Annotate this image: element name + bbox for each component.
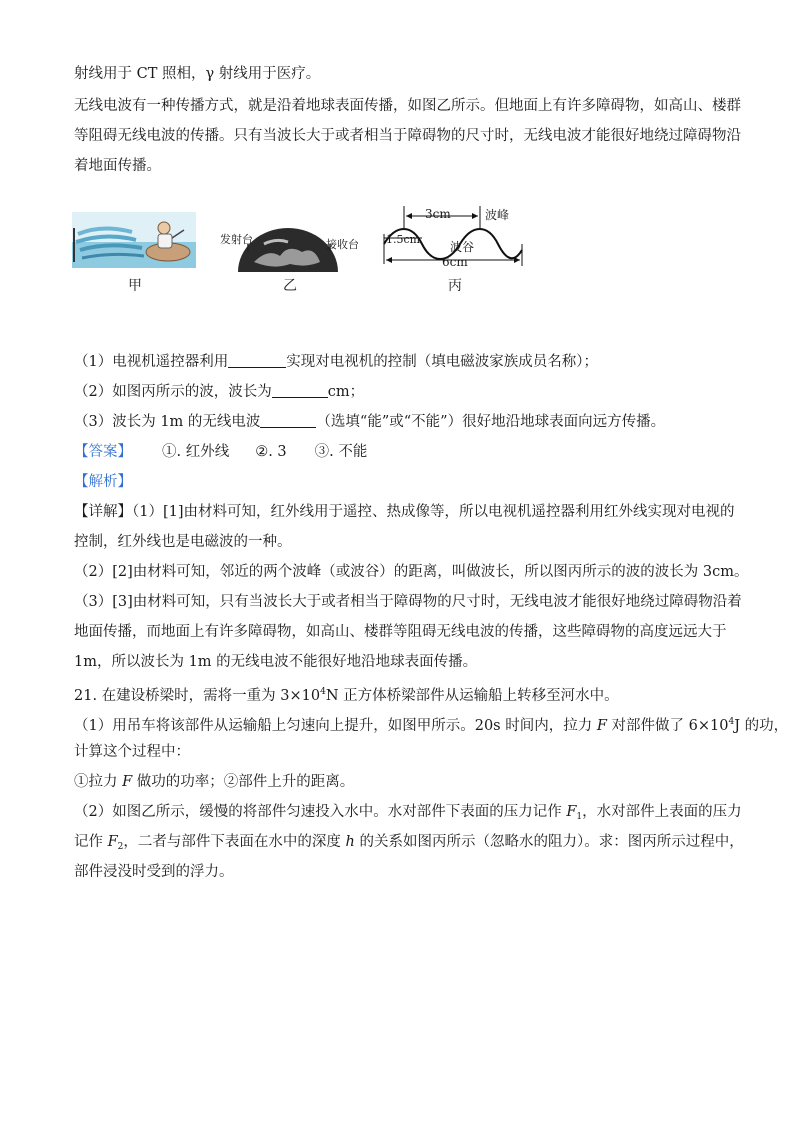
analysis-tag: 【解析】 xyxy=(74,474,132,490)
question-2-blank xyxy=(272,383,328,398)
figure-bing-trough: 波谷 xyxy=(450,240,475,254)
problem-21-p2-b: 对部件做了 6×10 xyxy=(606,718,729,734)
question-1 xyxy=(74,352,598,372)
problem-21-p5-F: F xyxy=(566,804,577,820)
intro-line-3: 等阻碍无线电波的传播。只有当波长大于或者相当于障碍物的尺寸时，无线电波才能很好地绕过障碍物沿 xyxy=(74,128,741,144)
intro-line-4: 着地面传播。 xyxy=(74,158,161,174)
question-1-pre: （1）电视机遥控器利用 xyxy=(74,354,229,370)
problem-21-p4-a: ①拉力 xyxy=(74,774,123,790)
analysis-line-5: 地面传播，而地面上有许多障碍物，如高山、楼群等阻碍无线电波的传播，这些障碍物的高度远远大于 xyxy=(74,624,727,640)
answer-2: ②. 3 xyxy=(255,444,287,460)
problem-21-p4-b: 做功的功率；②部件上升的距离。 xyxy=(132,774,355,790)
problem-21-p5-b: ，水对部件上表面的压力 xyxy=(582,804,742,820)
problem-21-line-3: 计算这个过程中： xyxy=(74,744,190,760)
question-3-blank xyxy=(260,413,316,428)
problem-21-line-7: 部件浸没时受到的浮力。 xyxy=(74,864,234,880)
problem-21-p6-h: h xyxy=(345,834,355,850)
problem-21-p2-F: F xyxy=(596,718,607,734)
answer-line xyxy=(74,442,367,462)
analysis-line-1 xyxy=(74,502,735,522)
question-1-blank xyxy=(228,353,286,368)
problem-21-p4-F: F xyxy=(122,774,133,790)
question-3-pre: （3）波长为 1m 的无线电波 xyxy=(74,414,261,430)
problem-21-line-1 xyxy=(74,682,619,706)
figure-bing-3cm: 3cm xyxy=(425,207,451,221)
figure-bing-caption: 丙 xyxy=(448,278,462,294)
figure-bing-crest: 波峰 xyxy=(485,208,510,222)
figure-jia-caption: 甲 xyxy=(128,278,142,294)
intro-line-2: 无线电波有一种传播方式，就是沿着地球表面传播，如图乙所示。但地面上有许多障碍物，如高山、楼群 xyxy=(74,98,741,114)
figure-yi-caption: 乙 xyxy=(283,278,297,294)
problem-21-text-b: N 正方体桥梁部件从运输船上转移至河水中。 xyxy=(325,688,619,704)
figure-yi-right-label: 接收台 xyxy=(326,238,359,251)
problem-21-p2-a: （1）用吊车将该部件从运输船上匀速向上提升，如图甲所示。20s 时间内，拉力 xyxy=(74,718,597,734)
figure-jia-illustration xyxy=(72,212,196,268)
answer-tag: 【答案】 xyxy=(74,444,132,460)
problem-21-p2-c: J 的功， xyxy=(734,718,789,734)
problem-21-line-5 xyxy=(74,802,742,827)
problem-21-p6-c: 的关系如图丙所示（忽略水的阻力）。求：图丙所示过程中， xyxy=(354,834,744,850)
figure-yi-left-label: 发射台 xyxy=(220,233,253,246)
detail-tag: 【详解】 xyxy=(74,504,132,520)
problem-21-exponent: 4 xyxy=(320,687,326,697)
figure-bing-1-5cm: 1.5cm xyxy=(386,233,421,246)
problem-21-p6-sub: 2 xyxy=(117,842,124,852)
problem-21-p5-a: （2）如图乙所示，缓慢的将部件匀速投入水中。水对部件下表面的压力记作 xyxy=(74,804,567,820)
question-3 xyxy=(74,412,665,432)
problem-21-line-2 xyxy=(74,712,788,736)
analysis-line-4: （3）[3]由材料可知，只有当波长大于或者相当于障碍物的尺寸时，无线电波才能很好地绕过障碍物沿着 xyxy=(74,594,742,610)
problem-21-text-a: 21. 在建设桥梁时，需将一重为 3×10 xyxy=(74,688,321,704)
problem-21-line-4 xyxy=(74,772,354,792)
answer-3: ③. 不能 xyxy=(314,444,368,460)
intro-line-1: 射线用于 CT 照相，γ 射线用于医疗。 xyxy=(74,66,321,82)
problem-21-p6-a: 记作 xyxy=(74,834,108,850)
detail-text-1: （1）[1]由材料可知，红外线用于遥控、热成像等，所以电视机遥控器利用红外线实现对电视的 xyxy=(132,504,735,520)
analysis-line-2: 控制，红外线也是电磁波的一种。 xyxy=(74,534,292,550)
question-2 xyxy=(74,382,364,402)
problem-21-p5-sub: 1 xyxy=(576,812,583,822)
problem-21-p2-exp: 4 xyxy=(728,717,735,727)
problem-21-p6-F: F xyxy=(107,834,118,850)
problem-21-p6-b: ，二者与部件下表面在水中的深度 xyxy=(123,834,346,850)
problem-21-line-6 xyxy=(74,832,744,857)
question-2-post: cm； xyxy=(327,384,365,400)
analysis-line-3: （2）[2]由材料可知，邻近的两个波峰（或波谷）的距离，叫做波长，所以图丙所示的波的波长为 3cm。 xyxy=(74,564,749,580)
figure-bing-6cm: 6cm xyxy=(442,255,468,269)
question-3-post: （选填“能”或“不能”）很好地沿地球表面向远方传播。 xyxy=(316,414,666,430)
question-1-post: 实现对电视机的控制（填电磁波家族成员名称）； xyxy=(286,354,598,370)
answer-1: ①. 红外线 xyxy=(162,444,230,460)
analysis-line-6: 1m，所以波长为 1m 的无线电波不能很好地沿地球表面传播。 xyxy=(74,654,478,670)
question-2-pre: （2）如图丙所示的波，波长为 xyxy=(74,384,272,400)
